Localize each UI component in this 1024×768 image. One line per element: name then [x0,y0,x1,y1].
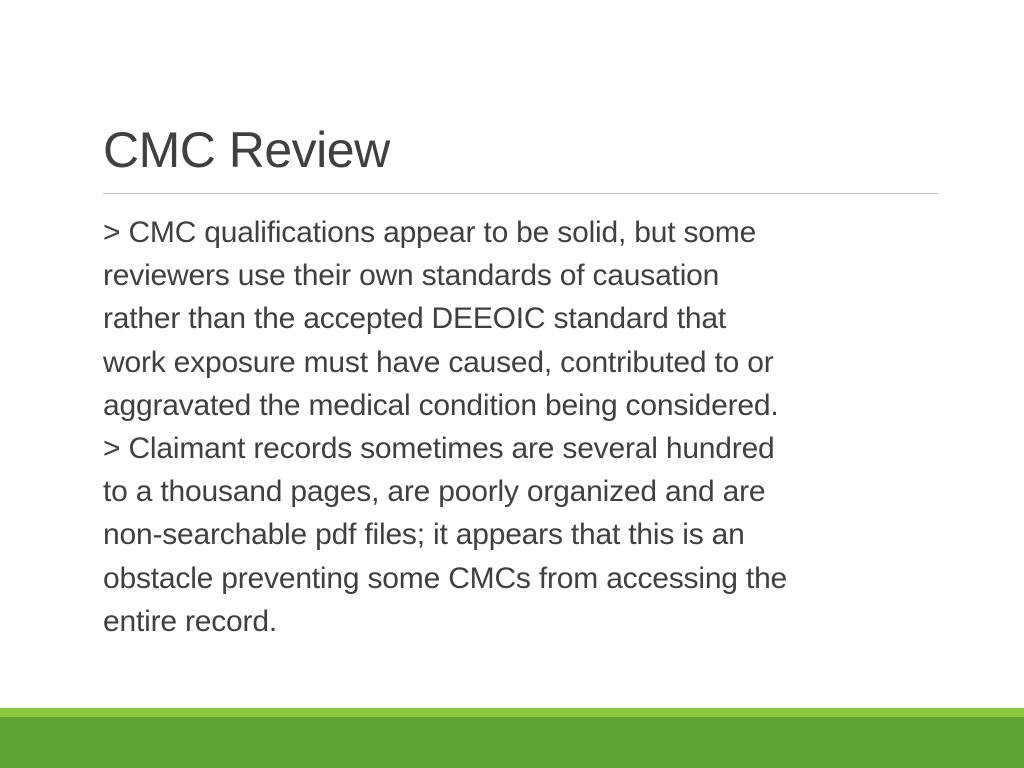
footer-bar [0,717,1024,768]
body-line: > CMC qualifications appear to be solid, but some [103,216,757,249]
body-line: > Claimant records sometimes are several hundred [103,432,775,466]
footer-accent-stripe [0,708,1024,717]
body-line: work exposure must have caused, contributed to or [103,345,774,379]
body-line: entire record. [103,604,277,638]
body-line: obstacle preventing some CMCs from accessing the [103,561,788,595]
body-line: non-searchable pdf files; it appears that this is an [103,518,745,552]
slide-title: CMC Review [103,122,390,178]
body-line: rather than the accepted DEEOIC standard that [103,302,727,336]
body-line: reviewers use their own standards of causation [103,259,720,293]
slide-body [103,211,963,643]
body-line: aggravated the medical condition being considered. [103,388,779,422]
title-divider [103,193,938,194]
body-line: to a thousand pages, are poorly organized and are [103,475,766,509]
